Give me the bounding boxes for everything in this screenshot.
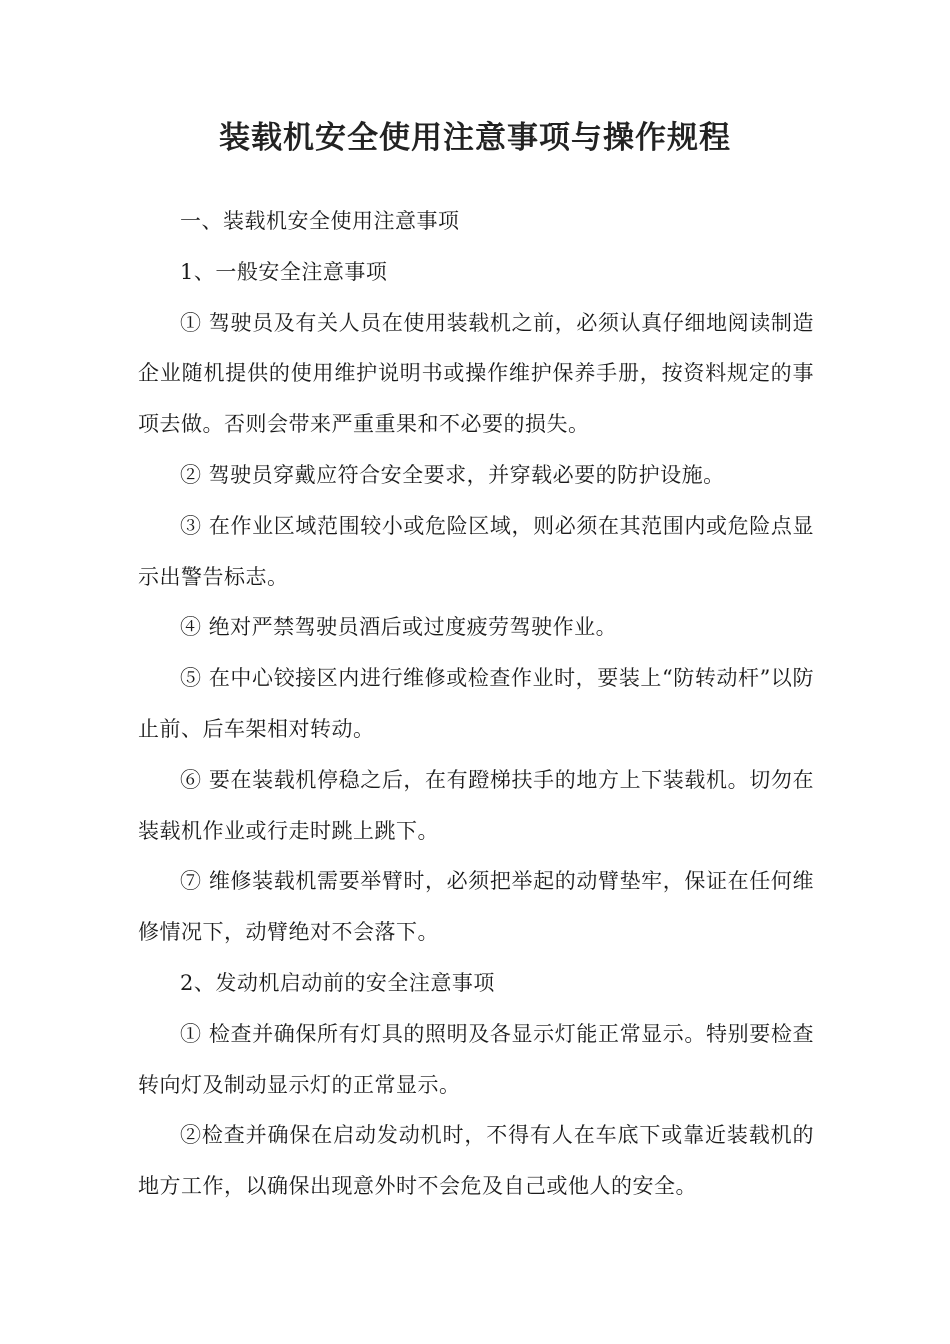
paragraph: ① 检查并确保所有灯具的照明及各显示灯能正常显示。特别要检查转向灯及制动显示灯的正常显示。 (138, 1021, 814, 1097)
paragraph: ① 驾驶员及有关人员在使用装载机之前，必须认真仔细地阅读制造企业随机提供的使用维护说明书或操作维护保养手册，按资料规定的事项去做。否则会带来严重重果和不必要的损失。 (138, 310, 814, 437)
paragraph: ⑦ 维修装载机需要举臂时，必须把举起的动臂垫牢，保证在任何维修情况下，动臂绝对不会落下。 (138, 869, 814, 945)
paragraph: ③ 在作业区域范围较小或危险区域，则必须在其范围内或危险点显示出警告标志。 (138, 513, 814, 589)
section-heading: 一、装载机安全使用注意事项 (180, 209, 460, 233)
paragraph: ⑤ 在中心铰接区内进行维修或检查作业时，要装上“防转动杆”以防止前、后车架相对转动。 (138, 666, 814, 741)
subsection-heading: 1、一般安全注意事项 (180, 259, 388, 284)
paragraph: ②检查并确保在启动发动机时，不得有人在车底下或靠近装载机的地方工作，以确保出现意外时不会危及自己或他人的安全。 (138, 1123, 814, 1199)
subsection-heading: 2、发动机启动前的安全注意事项 (180, 970, 495, 995)
paragraph: ② 驾驶员穿戴应符合安全要求，并穿载必要的防护设施。 (180, 462, 725, 487)
document-body (138, 196, 814, 1212)
document-title: 装载机安全使用注意事项与操作规程 (219, 120, 731, 156)
paragraph: ④ 绝对严禁驾驶员酒后或过度疲劳驾驶作业。 (180, 615, 618, 640)
paragraph: ⑥ 要在装载机停稳之后，在有蹬梯扶手的地方上下装载机。切勿在装载机作业或行走时跳上跳下。 (138, 767, 814, 843)
